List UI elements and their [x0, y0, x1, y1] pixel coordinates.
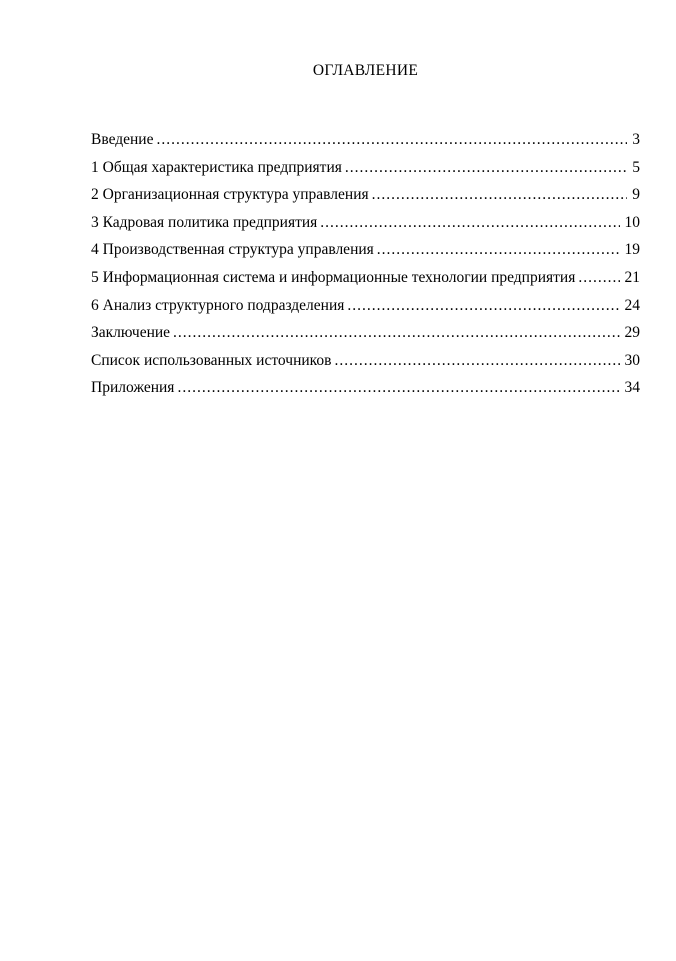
toc-entry-page: 29: [624, 324, 640, 342]
toc-entry-prilozheniya: [91, 374, 640, 402]
toc-entry-label: 4 Производственная структура управления: [91, 241, 374, 259]
toc-dot-leader: [334, 347, 619, 375]
page-content: [0, 0, 676, 402]
toc-entry-label: 3 Кадровая политика предприятия: [91, 213, 318, 231]
toc-entry-vvedenie: [91, 126, 640, 154]
toc-entry-page: 5: [632, 158, 640, 176]
toc-entry-zaklyuchenie: [91, 319, 640, 347]
toc-dot-leader: [377, 236, 620, 264]
toc-dot-leader: [372, 181, 628, 209]
toc-entry-label: Введение: [91, 131, 154, 148]
toc-dot-leader: [347, 292, 619, 320]
toc-dot-leader: [578, 264, 619, 292]
toc-entry-section-6: [91, 292, 640, 320]
toc-dot-leader: [345, 154, 627, 182]
toc-entry-label: Приложения: [91, 379, 175, 397]
toc-entry-label: 2 Организационная структура управления: [91, 186, 369, 204]
toc-entry-section-1: [91, 154, 640, 182]
toc-entry-label: 1 Общая характеристика предприятия: [91, 158, 342, 176]
toc-entry-section-3: [91, 209, 640, 237]
page-title: ОГЛАВЛЕНИЕ: [312, 62, 419, 79]
toc-entry-page: 30: [624, 351, 640, 369]
toc-dot-leader: [177, 374, 619, 402]
toc-entry-label: Заключение: [91, 324, 171, 342]
toc-entry-spisok-istochnikov: [91, 347, 640, 375]
toc-entry-page: 3: [632, 131, 640, 148]
toc-entry-page: 34: [624, 379, 640, 397]
toc-dot-leader: [320, 209, 619, 237]
toc-entry-section-2: [91, 181, 640, 209]
toc-entry-section-5: [91, 264, 640, 292]
toc-entry-page: 9: [632, 186, 640, 204]
toc-entry-page: 19: [624, 241, 640, 259]
toc-entry-page: 24: [624, 296, 640, 314]
toc-entry-label: Список использованных источников: [91, 351, 332, 369]
toc-entry-section-4: [91, 236, 640, 264]
toc-entry-page: 21: [624, 268, 640, 286]
toc-entry-label: 5 Информационная система и информационные технологии предприятия: [91, 268, 576, 286]
table-of-contents: [91, 126, 640, 402]
toc-dot-leader: [156, 126, 627, 154]
toc-dot-leader: [173, 319, 619, 347]
toc-entry-label: 6 Анализ структурного подразделения: [91, 296, 345, 314]
toc-entry-page: 10: [624, 213, 640, 231]
